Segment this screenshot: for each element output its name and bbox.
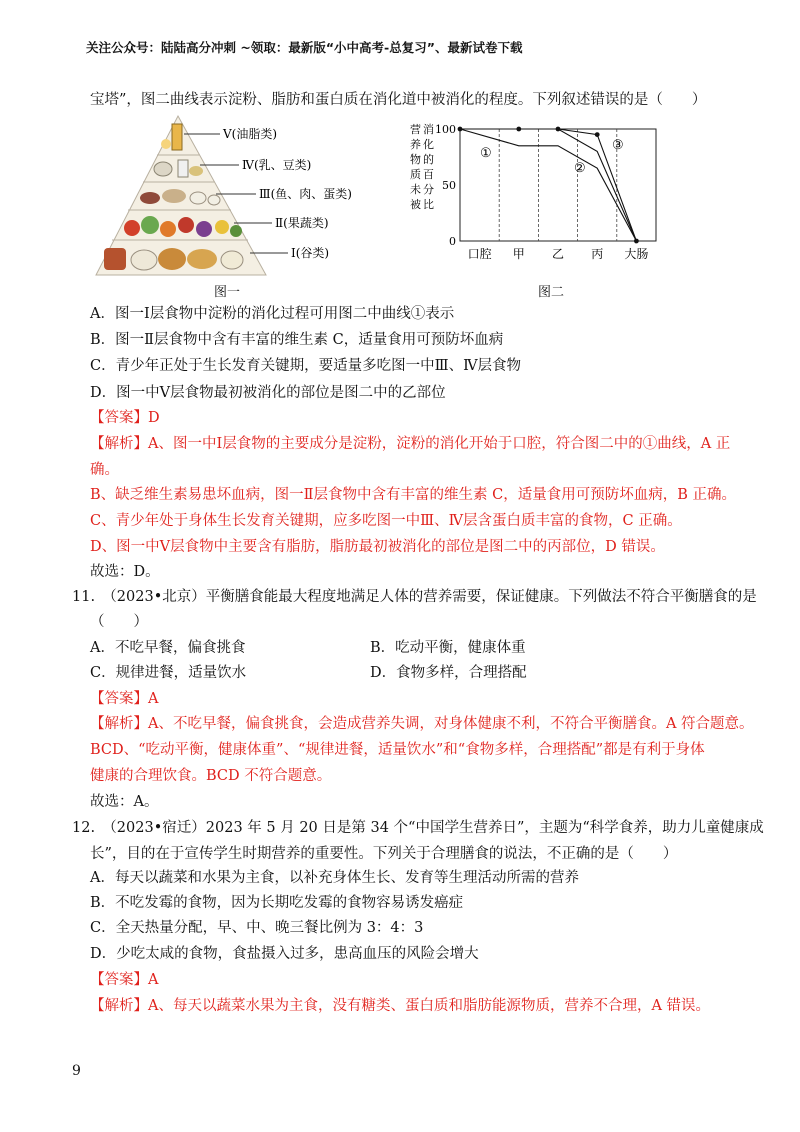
curve-3-point xyxy=(458,127,463,132)
pyramid-layer-2-label: Ⅱ(果蔬类) xyxy=(275,216,329,230)
curve-3-point xyxy=(595,132,600,137)
q10-option-c: C．青少年正处于生长发育关键期，要适量多吃图一中Ⅲ、Ⅳ层食物 xyxy=(90,358,522,374)
q11-option-b: B．吃动平衡，健康体重 xyxy=(370,640,526,656)
q10-analysis-line: 确。 xyxy=(90,462,119,478)
x-tick-label: 乙 xyxy=(551,247,565,261)
curve-3-point xyxy=(556,127,561,132)
y-axis-label-char: 的 xyxy=(423,153,434,166)
y-axis-label-char: 未 xyxy=(410,183,421,196)
y-axis-label-char: 化 xyxy=(423,138,434,151)
y-axis-label-char: 分 xyxy=(423,183,434,196)
q11-stem-continued: （ ） xyxy=(90,614,148,630)
q12-option-d: D．少吃太咸的食物，食盐摄入过多，患高血压的风险会增大 xyxy=(90,946,479,962)
page-number: 9 xyxy=(72,1063,81,1079)
q10-option-d: D．图一中Ⅴ层食物最初被消化的部位是图二中的乙部位 xyxy=(90,385,446,401)
x-tick-label: 丙 xyxy=(591,247,604,261)
q10-option-a: A．图一Ⅰ层食物中淀粉的消化过程可用图二中曲线①表示 xyxy=(90,306,455,322)
q12-answer: 【答案】A xyxy=(90,972,159,988)
q12-analysis-line: 【解析】A、每天以蔬菜水果为主食，没有糖类、蛋白质和脂肪能源物质，营养不合理，A 错误。 xyxy=(90,998,711,1014)
y-tick-label: 0 xyxy=(449,235,456,248)
q12-option-b: B．不吃发霉的食物，因为长期吃发霉的食物容易诱发癌症 xyxy=(90,895,464,911)
y-axis-label-char: 营 xyxy=(410,123,421,136)
curve-label: ② xyxy=(574,161,586,176)
y-axis-label-char: 消 xyxy=(423,123,434,136)
food-pyramid-figure xyxy=(88,110,378,280)
q10-analysis-line: D、图一中Ⅴ层食物中主要含有脂肪，脂肪最初被消化的部位是图二中的丙部位，D 错误。 xyxy=(90,539,665,555)
y-tick-label: 50 xyxy=(442,179,456,192)
y-axis-label xyxy=(410,122,434,211)
q10-analysis-line: 【解析】A、图一中Ⅰ层食物的主要成分是淀粉，淀粉的消化开始于口腔，符合图二中的①曲线，A 正 xyxy=(90,436,731,452)
y-axis-label-char: 质 xyxy=(410,168,421,181)
curve-label: ① xyxy=(480,146,492,161)
y-tick-label: 100 xyxy=(435,123,456,136)
question-intro-line: 宝塔”，图二曲线表示淀粉、脂肪和蛋白质在消化道中被消化的程度。下列叙述错误的是（ ） xyxy=(90,92,707,108)
q11-answer: 【答案】A xyxy=(90,691,159,707)
q12-stem-continued: 长”，目的在于宣传学生时期营养的重要性。下列关于合理膳食的说法，不正确的是（ ） xyxy=(90,846,678,862)
q11-analysis-line: 【解析】A、不吃早餐，偏食挑食，会造成营养失调，对身体健康不利，不符合平衡膳食。A 符合题意。 xyxy=(90,716,754,732)
q11-conclusion: 故选：A。 xyxy=(90,794,159,810)
pyramid-layer-3-label: Ⅲ(鱼、肉、蛋类) xyxy=(259,187,352,201)
x-tick-label: 口腔 xyxy=(467,247,492,261)
q11-option-a: A．不吃早餐，偏食挑食 xyxy=(90,640,246,656)
digestion-curve-chart xyxy=(398,115,670,265)
y-axis-label-char: 百 xyxy=(423,168,434,181)
q10-option-b: B．图一Ⅱ层食物中含有丰富的维生素 C，适量食用可预防坏血病 xyxy=(90,332,504,348)
pyramid-layer-5-label: Ⅴ(油脂类) xyxy=(223,127,278,141)
q12-option-c: C．全天热量分配，早、中、晚三餐比例为 3：4：3 xyxy=(90,920,424,936)
y-axis-label-char: 被 xyxy=(410,198,421,211)
q12-stem: 12. （2023•宿迁）2023 年 5 月 20 日是第 34 个“中国学生营养日”，主题为“科学食养，助力儿童健康成 xyxy=(72,820,764,836)
pyramid-layer-4-label: Ⅳ(乳、豆类) xyxy=(242,158,312,172)
pyramid-layer-1-label: Ⅰ(谷类) xyxy=(291,246,330,260)
q10-analysis-line: C、青少年处于身体生长发育关键期，应多吃图一中Ⅲ、Ⅳ层含蛋白质丰富的食物，C 正确。 xyxy=(90,513,682,529)
curve-3-point xyxy=(516,127,521,132)
q11-stem: 11. （2023•北京）平衡膳食能最大程度地满足人体的营养需要，保证健康。下列做法不符合平衡膳食的是 xyxy=(72,589,757,605)
y-axis-label-char: 比 xyxy=(423,198,434,211)
page-header: 关注公众号：陆陆高分冲刺 ~领取：最新版“小中高考-总复习”、最新试卷下载 xyxy=(86,40,523,55)
q11-option-d: D．食物多样，合理搭配 xyxy=(370,665,527,681)
q10-conclusion: 故选：D。 xyxy=(90,564,160,580)
q12-option-a: A．每天以蔬菜和水果为主食，以补充身体生长、发育等生理活动所需的营养 xyxy=(90,870,579,886)
q11-option-c: C．规律进餐，适量饮水 xyxy=(90,665,247,681)
q11-analysis-line: BCD、“吃动平衡，健康体重”、“规律进餐，适量饮水”和“食物多样，合理搭配”都是有利于身体 xyxy=(90,742,705,758)
figure1-caption: 图一 xyxy=(214,285,241,300)
q11-analysis-line: 健康的合理饮食。BCD 不符合题意。 xyxy=(90,768,332,784)
x-tick-label: 甲 xyxy=(512,247,525,261)
curve-3-point xyxy=(634,239,639,244)
x-tick-label: 大肠 xyxy=(624,247,649,261)
y-axis-label-char: 养 xyxy=(410,138,421,151)
q10-analysis-line: B、缺乏维生素易患坏血病，图一Ⅱ层食物中含有丰富的维生素 C，适量食用可预防坏血病，B 正确。 xyxy=(90,487,736,503)
curve-label: ③ xyxy=(612,138,624,153)
q10-answer: 【答案】D xyxy=(90,410,160,426)
figure2-caption: 图二 xyxy=(538,285,565,300)
y-axis-label-char: 物 xyxy=(410,153,421,166)
